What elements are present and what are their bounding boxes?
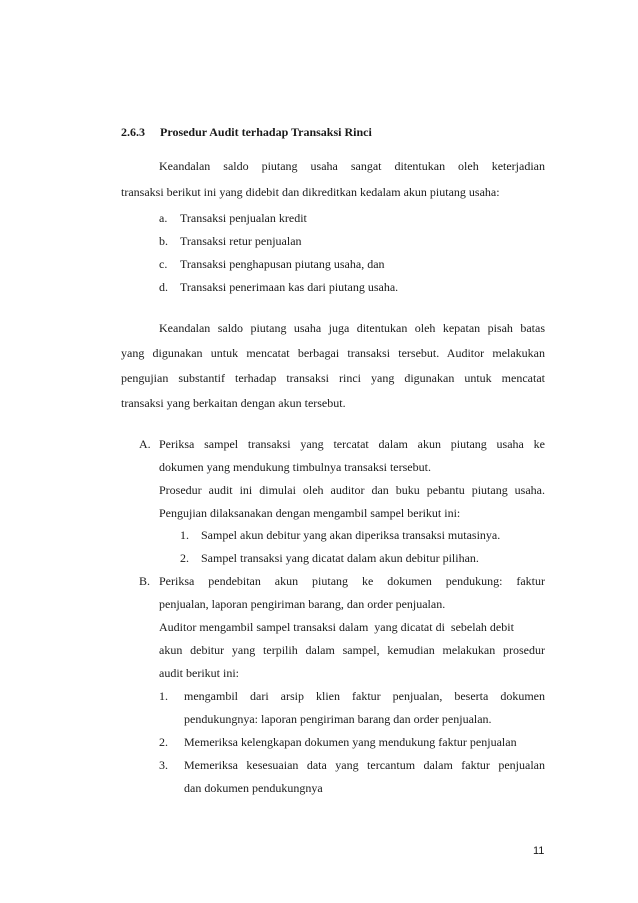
page-number: 11 (533, 845, 545, 857)
section-number: 2.6.3 (121, 125, 145, 139)
list1-item-a: Transaksi penjualan kredit (180, 211, 307, 225)
section-b-item-3-marker: 3. (159, 758, 168, 772)
para1-line-1: Keandalan saldo piutang usaha sangat ditentukan oleh keterjadian (159, 159, 545, 173)
section-b-item-3-line-2: dan dokumen pendukungnya (184, 781, 323, 795)
list1-item-c: Transaksi penghapusan piutang usaha, dan (180, 257, 385, 271)
para2-line-2: yang digunakan untuk mencatat berbagai transaksi tersebut. Auditor melakukan (121, 346, 545, 360)
para2-line-4: transaksi yang berkaitan dengan akun tersebut. (121, 396, 346, 410)
list1-marker-d: d. (159, 280, 168, 294)
section-b-line-3: Auditor mengambil sampel transaksi dalam yang dicatat di sebelah debit (159, 620, 514, 634)
section-a-item-1-marker: 1. (180, 528, 189, 542)
section-a-item-1: Sampel akun debitur yang akan diperiksa transaksi mutasinya. (201, 528, 501, 542)
para2-line-3: pengujian substantif terhadap transaksi rinci yang digunakan untuk mencatat (121, 371, 545, 385)
section-a-line-4: Pengujian dilaksanakan dengan mengambil sampel berikut ini: (159, 506, 461, 520)
section-b-line-2: penjualan, laporan pengiriman barang, dan order penjualan. (159, 597, 446, 611)
section-b-item-2-line-1: Memeriksa kelengkapan dokumen yang mendukung faktur penjualan (184, 735, 517, 749)
section-a-line-1: Periksa sampel transaksi yang tercatat dalam akun piutang usaha ke (159, 437, 545, 451)
section-b-item-2-marker: 2. (159, 735, 168, 749)
list1-marker-c: c. (159, 257, 168, 271)
list1-item-b: Transaksi retur penjualan (180, 234, 302, 248)
section-title: Prosedur Audit terhadap Transaksi Rinci (160, 125, 372, 139)
section-b-line-5: audit berikut ini: (159, 666, 239, 680)
list1-marker-a: a. (159, 211, 168, 225)
section-a-line-3: Prosedur audit ini dimulai oleh auditor dan buku pebantu piutang usaha. (159, 483, 545, 497)
section-b-item-1-line-2: pendukungnya: laporan pengiriman barang dan order penjualan. (184, 712, 492, 726)
section-b-marker: B. (139, 574, 151, 588)
para1-line-2: transaksi berikut ini yang didebit dan dikreditkan kedalam akun piutang usaha: (121, 185, 500, 199)
para2-line-1: Keandalan saldo piutang usaha juga ditentukan oleh kepatan pisah batas (159, 321, 545, 335)
section-a-item-2-marker: 2. (180, 551, 189, 565)
section-a-item-2: Sampel transaksi yang dicatat dalam akun debitur pilihan. (201, 551, 479, 565)
list1-item-d: Transaksi penerimaan kas dari piutang usaha. (180, 280, 399, 294)
list1-marker-b: b. (159, 234, 168, 248)
section-b-line-1: Periksa pendebitan akun piutang ke dokumen pendukung: faktur (159, 574, 545, 588)
section-b-line-4: akun debitur yang terpilih dalam sampel, kemudian melakukan prosedur (159, 643, 545, 657)
section-b-item-1-line-1: mengambil dari arsip klien faktur penjualan, beserta dokumen (184, 689, 545, 703)
section-b-item-1-marker: 1. (159, 689, 168, 703)
section-a-line-2: dokumen yang mendukung timbulnya transaksi tersebut. (159, 460, 431, 474)
section-b-item-3-line-1: Memeriksa kesesuaian data yang tercantum dalam faktur penjualan (184, 758, 545, 772)
section-a-marker: A. (139, 437, 151, 451)
